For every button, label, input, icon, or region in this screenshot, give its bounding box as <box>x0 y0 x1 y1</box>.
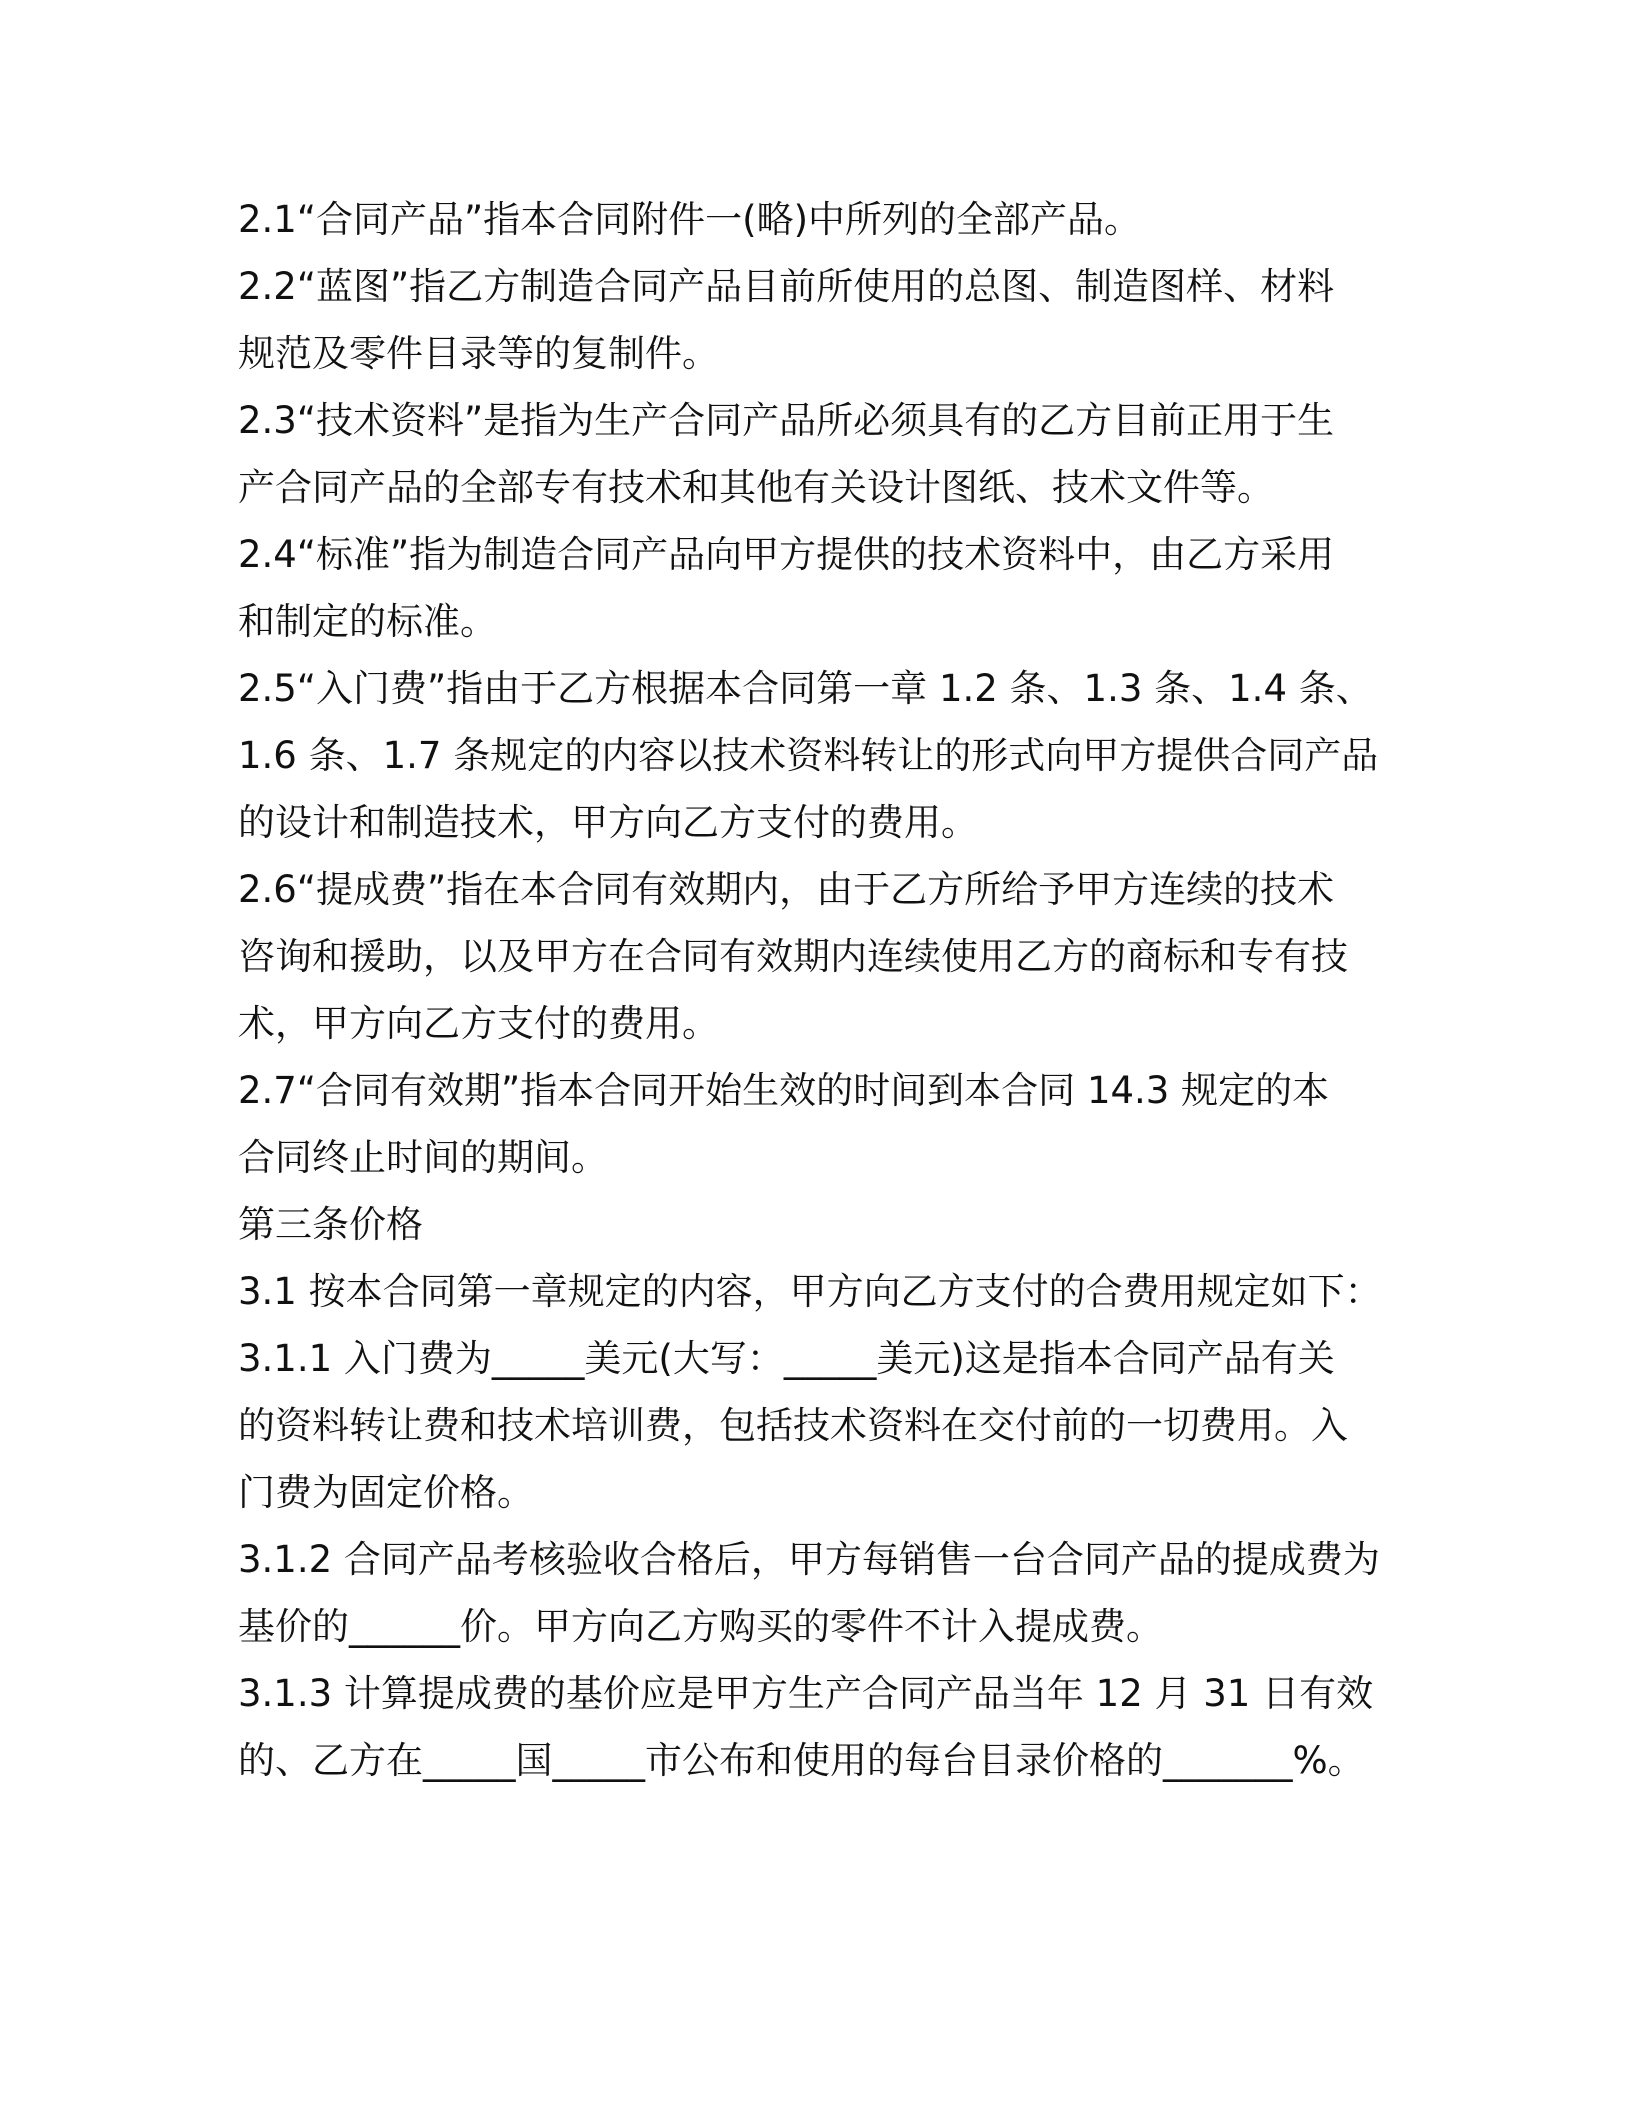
clause-2-1-line: 2.1“合同产品”指本合同附件一(略)中所列的全部产品。 <box>238 198 1142 241</box>
clause-2-6-line-2: 咨询和援助，以及甲方在合同有效期内连续使用乙方的商标和专有技 <box>238 935 1348 978</box>
clause-3-1-1-line-1: 3.1.1 入门费为_____美元(大写：_____美元)这是指本合同产品有关 <box>238 1337 1335 1380</box>
clause-3-1-line: 3.1 按本合同第一章规定的内容，甲方向乙方支付的合费用规定如下： <box>238 1270 1382 1313</box>
clause-2-4-line-2: 和制定的标准。 <box>238 600 497 643</box>
clause-2-2-line-2: 规范及零件目录等的复制件。 <box>238 332 719 375</box>
clause-2-5-line-2: 1.6 条、1.7 条规定的内容以技术资料转让的形式向甲方提供合同产品 <box>238 734 1379 777</box>
clause-3-1-2-line-2: 基价的______价。甲方向乙方购买的零件不计入提成费。 <box>238 1605 1163 1648</box>
clause-2-7-line-2: 合同终止时间的期间。 <box>238 1136 608 1179</box>
clause-3-1-1-line-3: 门费为固定价格。 <box>238 1471 534 1514</box>
article-3-heading: 第三条价格 <box>238 1203 423 1246</box>
clause-2-3-line-1: 2.3“技术资料”是指为生产合同产品所必须具有的乙方目前正用于生 <box>238 399 1335 442</box>
clause-2-4-line-1: 2.4“标准”指为制造合同产品向甲方提供的技术资料中，由乙方采用 <box>238 533 1335 576</box>
clause-2-7-line-1: 2.7“合同有效期”指本合同开始生效的时间到本合同 14.3 规定的本 <box>238 1069 1330 1112</box>
clause-2-6-line-3: 术，甲方向乙方支付的费用。 <box>238 1002 719 1045</box>
clause-2-5-line-3: 的设计和制造技术，甲方向乙方支付的费用。 <box>238 801 978 844</box>
clause-2-6-line-1: 2.6“提成费”指在本合同有效期内，由于乙方所给予甲方连续的技术 <box>238 868 1335 911</box>
clause-3-1-3-line-1: 3.1.3 计算提成费的基价应是甲方生产合同产品当年 12 月 31 日有效 <box>238 1672 1374 1715</box>
clause-2-2-line-1: 2.2“蓝图”指乙方制造合同产品目前所使用的总图、制造图样、材料 <box>238 265 1335 308</box>
contract-text-body <box>238 186 1408 1794</box>
clause-3-1-1-line-2: 的资料转让费和技术培训费，包括技术资料在交付前的一切费用。入 <box>238 1404 1348 1447</box>
clause-2-5-line-1: 2.5“入门费”指由于乙方根据本合同第一章 1.2 条、1.3 条、1.4 条、 <box>238 667 1373 710</box>
clause-2-3-line-2: 产合同产品的全部专有技术和其他有关设计图纸、技术文件等。 <box>238 466 1274 509</box>
clause-3-1-3-line-2: 的、乙方在_____国_____市公布和使用的每台目录价格的_______%。 <box>238 1739 1365 1782</box>
clause-3-1-2-line-1: 3.1.2 合同产品考核验收合格后，甲方每销售一台合同产品的提成费为 <box>238 1538 1380 1581</box>
